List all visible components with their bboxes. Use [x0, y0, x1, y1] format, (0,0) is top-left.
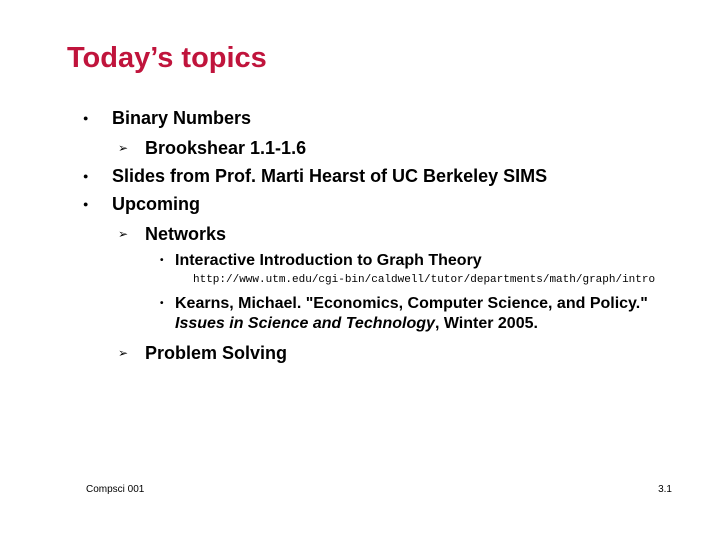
- sub-bullet-text: Networks: [145, 224, 227, 244]
- citation-line-1: Kearns, Michael. "Economics, Computer Science, and Policy.": [175, 295, 648, 312]
- bullet-marker-icon: ●: [83, 199, 89, 209]
- bullet-marker-icon: ●: [83, 171, 89, 181]
- arrow-bullet-icon: ➢: [118, 227, 129, 241]
- bullet-text: Upcoming: [112, 194, 200, 214]
- dot-bullet-icon: •: [160, 298, 164, 309]
- bullet-text: Binary Numbers: [112, 108, 252, 128]
- sub-sub-bullet-kearns: [160, 294, 648, 334]
- arrow-bullet-icon: ➢: [118, 346, 129, 360]
- citation-journal: Issues in Science and Technology: [175, 315, 435, 332]
- footer-slide-number: 3.1: [658, 484, 672, 495]
- bullet-binary-numbers: [83, 106, 252, 130]
- dot-bullet-icon: •: [160, 255, 164, 266]
- sub-bullet-problem-solving: [118, 341, 288, 365]
- footer-course: Compsci 001: [86, 484, 145, 495]
- citation-date: , Winter 2005.: [434, 315, 538, 332]
- sub-bullet-brookshear: [118, 136, 307, 160]
- bullet-slides-source: [83, 164, 548, 188]
- bullet-upcoming: [83, 192, 200, 216]
- arrow-bullet-icon: ➢: [118, 141, 129, 155]
- sub-sub-bullet-text: Interactive Introduction to Graph Theory: [175, 252, 482, 269]
- sub-sub-bullet-graph-theory: [160, 251, 482, 271]
- sub-bullet-text: Brookshear 1.1-1.6: [145, 138, 307, 158]
- graph-theory-url[interactable]: http://www.utm.edu/cgi-bin/caldwell/tutor/departments/math/graph/intro: [193, 274, 656, 286]
- sub-bullet-networks: [118, 222, 227, 246]
- sub-bullet-text: Problem Solving: [145, 343, 288, 363]
- slide-title: Today’s topics: [67, 42, 267, 74]
- bullet-marker-icon: ●: [83, 113, 89, 123]
- bullet-text: Slides from Prof. Marti Hearst of UC Berkeley SIMS: [112, 166, 548, 186]
